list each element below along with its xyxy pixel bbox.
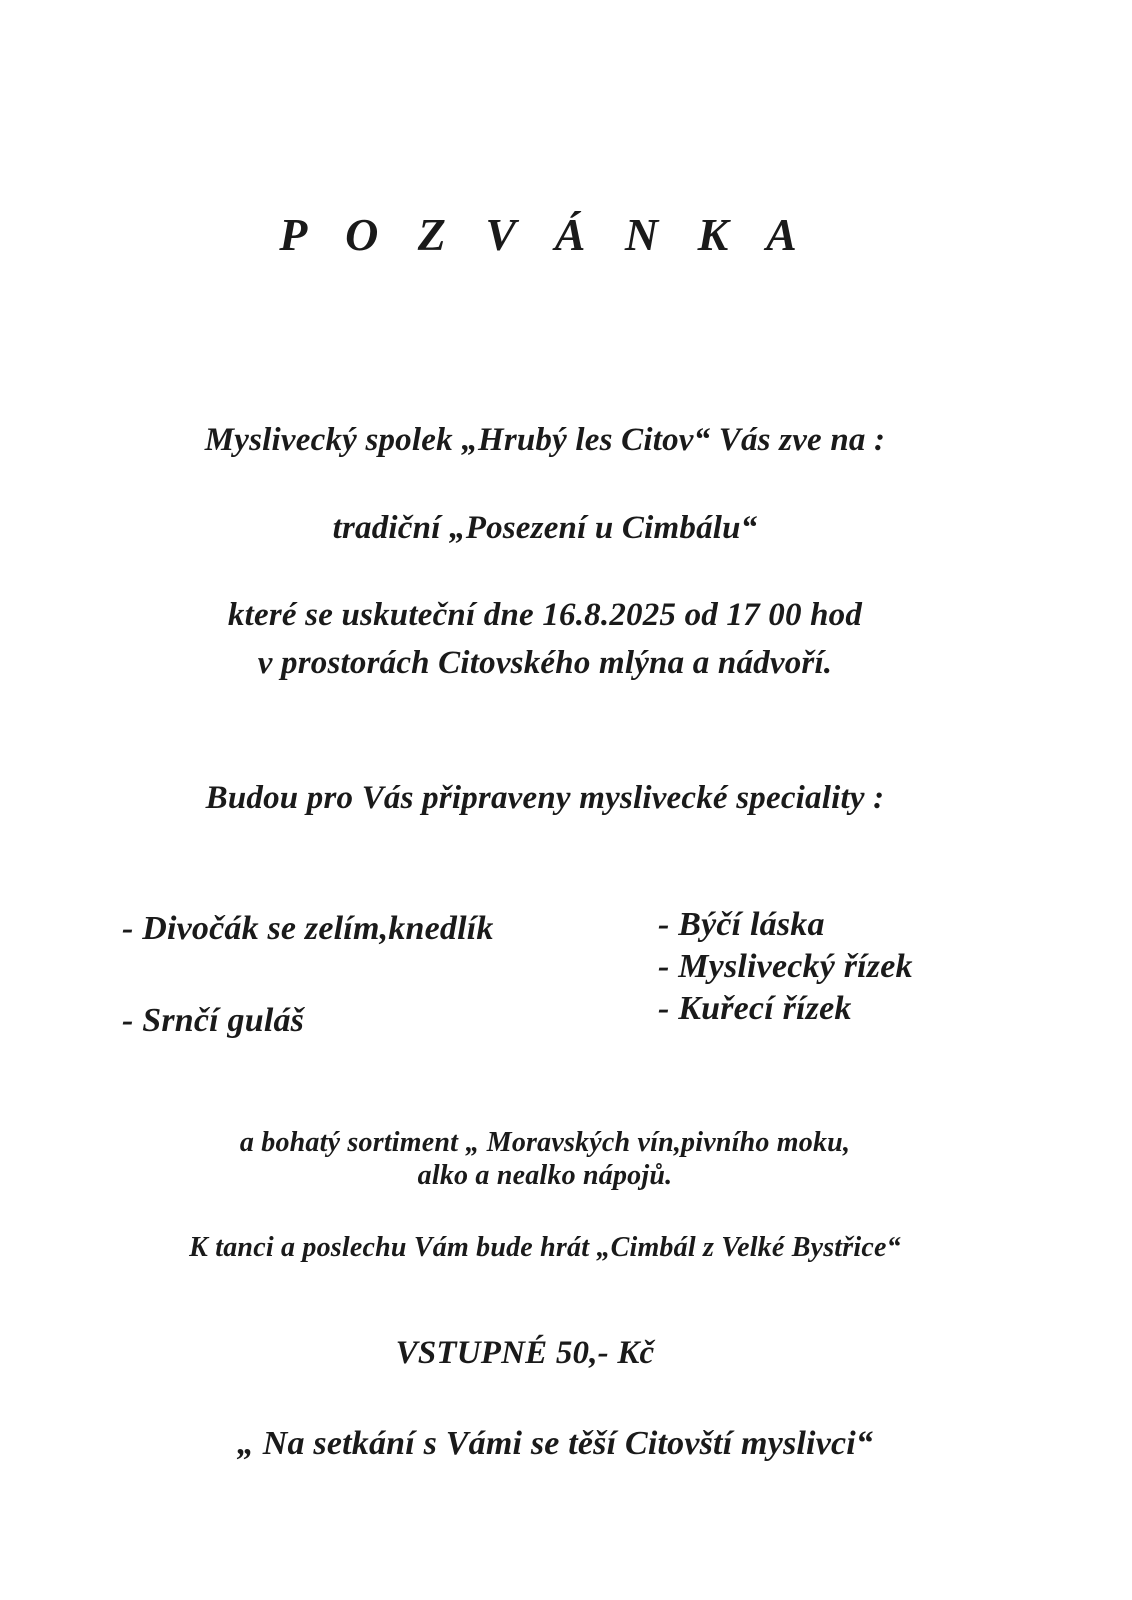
page-title: P O Z V Á N K A [279, 209, 811, 260]
menu-item-left: - Divočák se zelím,knedlík [122, 910, 494, 947]
menu-item-right: - Myslivecký řízek [658, 948, 913, 985]
intro-line: Myslivecký spolek „Hrubý les Citov“ Vás zve na : [204, 422, 886, 458]
drinks-line: alko a nealko nápojů. [417, 1160, 673, 1191]
event-name: tradiční „Posezení u Cimbálu“ [332, 510, 758, 546]
admission-line: VSTUPNÉ 50,- Kč [395, 1335, 655, 1371]
venue-line: v prostorách Citovského mlýna a nádvoří. [257, 645, 833, 681]
menu-item-left: - Srnčí guláš [122, 1002, 305, 1039]
music-line: K tanci a poslechu Vám bude hrát „Cimbál z Velké Bystřice“ [189, 1232, 901, 1263]
menu-item-right: - Kuřecí řízek [658, 990, 852, 1027]
menu-item-right: - Býčí láska [658, 906, 825, 943]
date-line: které se uskuteční dne 16.8.2025 od 17 00 hod [227, 597, 863, 633]
specialties-heading: Budou pro Vás připraveny myslivecké speciality : [205, 780, 885, 816]
closing-line: „ Na setkání s Vámi se těší Citovští myslivci“ [236, 1425, 874, 1462]
drinks-line: a bohatý sortiment „ Moravských vín,pivního moku, [239, 1127, 851, 1158]
